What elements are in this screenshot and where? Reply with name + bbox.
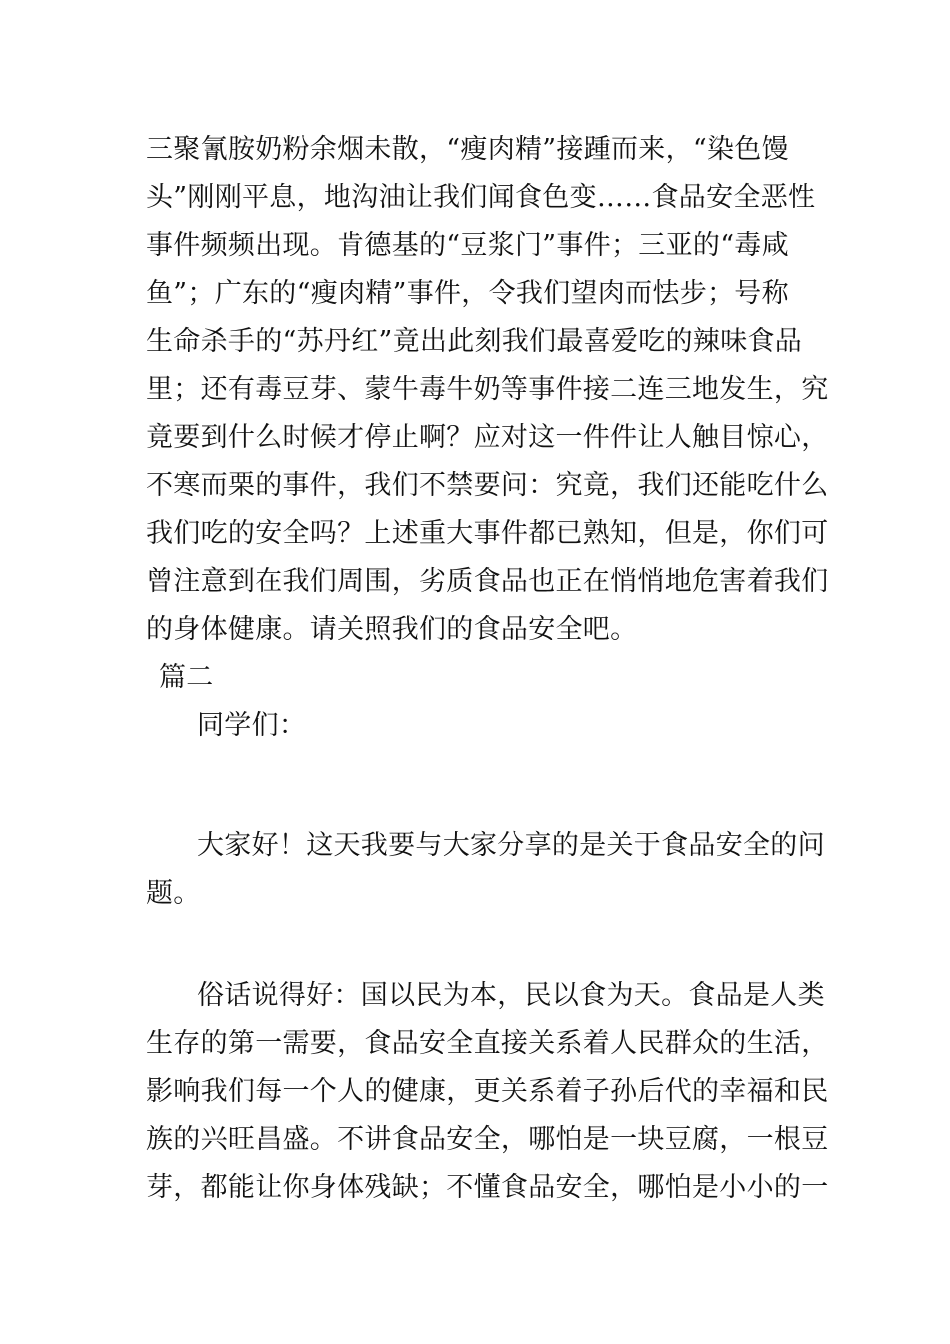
paragraph-1-line-10: 曾注意到在我们周围，劣质食品也正在悄悄地危害着我们 bbox=[146, 566, 829, 597]
paragraph-1-line-2: 头”刚刚平息，地沟油让我们闻食色变……食品安全恶性 bbox=[146, 182, 816, 213]
paragraph-1-line-1: 三聚氰胺奶粉余烟未散，“瘦肉精”接踵而来，“染色馒 bbox=[146, 134, 789, 165]
section-heading: 篇二 bbox=[159, 662, 214, 693]
paragraph-3-line-4: 族的兴旺昌盛。不讲食品安全，哪怕是一块豆腐，一根豆 bbox=[146, 1124, 829, 1155]
paragraph-2-line-2: 题。 bbox=[146, 878, 201, 909]
paragraph-3-line-1: 俗话说得好：国以民为本，民以食为天。食品是人类 bbox=[197, 980, 825, 1011]
paragraph-3-line-5: 芽，都能让你身体残缺；不懂食品安全，哪怕是小小的一 bbox=[146, 1172, 829, 1203]
paragraph-1-line-11: 的身体健康。请关照我们的食品安全吧。 bbox=[146, 614, 638, 645]
paragraph-1-line-9: 我们吃的安全吗？上述重大事件都已熟知，但是，你们可 bbox=[146, 518, 829, 549]
salutation: 同学们： bbox=[197, 710, 307, 741]
paragraph-2-line-1: 大家好！这天我要与大家分享的是关于食品安全的问 bbox=[197, 830, 825, 861]
paragraph-1-line-6: 里；还有毒豆芽、蒙牛毒牛奶等事件接二连三地发生，究 bbox=[146, 374, 829, 405]
paragraph-1-line-4: 鱼”；广东的“瘦肉精”事件，令我们望肉而怯步；号称 bbox=[146, 278, 789, 309]
paragraph-1-line-7: 竟要到什么时候才停止啊？应对这一件件让人触目惊心， bbox=[146, 422, 829, 453]
paragraph-3-line-3: 影响我们每一个人的健康，更关系着子孙后代的幸福和民 bbox=[146, 1076, 829, 1107]
paragraph-1-line-5: 生命杀手的“苏丹红”竟出此刻我们最喜爱吃的辣味食品 bbox=[146, 326, 803, 357]
paragraph-1-line-3: 事件频频出现。肯德基的“豆浆门”事件；三亚的“毒咸 bbox=[146, 230, 789, 261]
paragraph-1-line-8: 不寒而栗的事件，我们不禁要问：究竟，我们还能吃什么 bbox=[146, 470, 829, 501]
paragraph-3-line-2: 生存的第一需要，食品安全直接关系着人民群众的生活， bbox=[146, 1028, 829, 1059]
